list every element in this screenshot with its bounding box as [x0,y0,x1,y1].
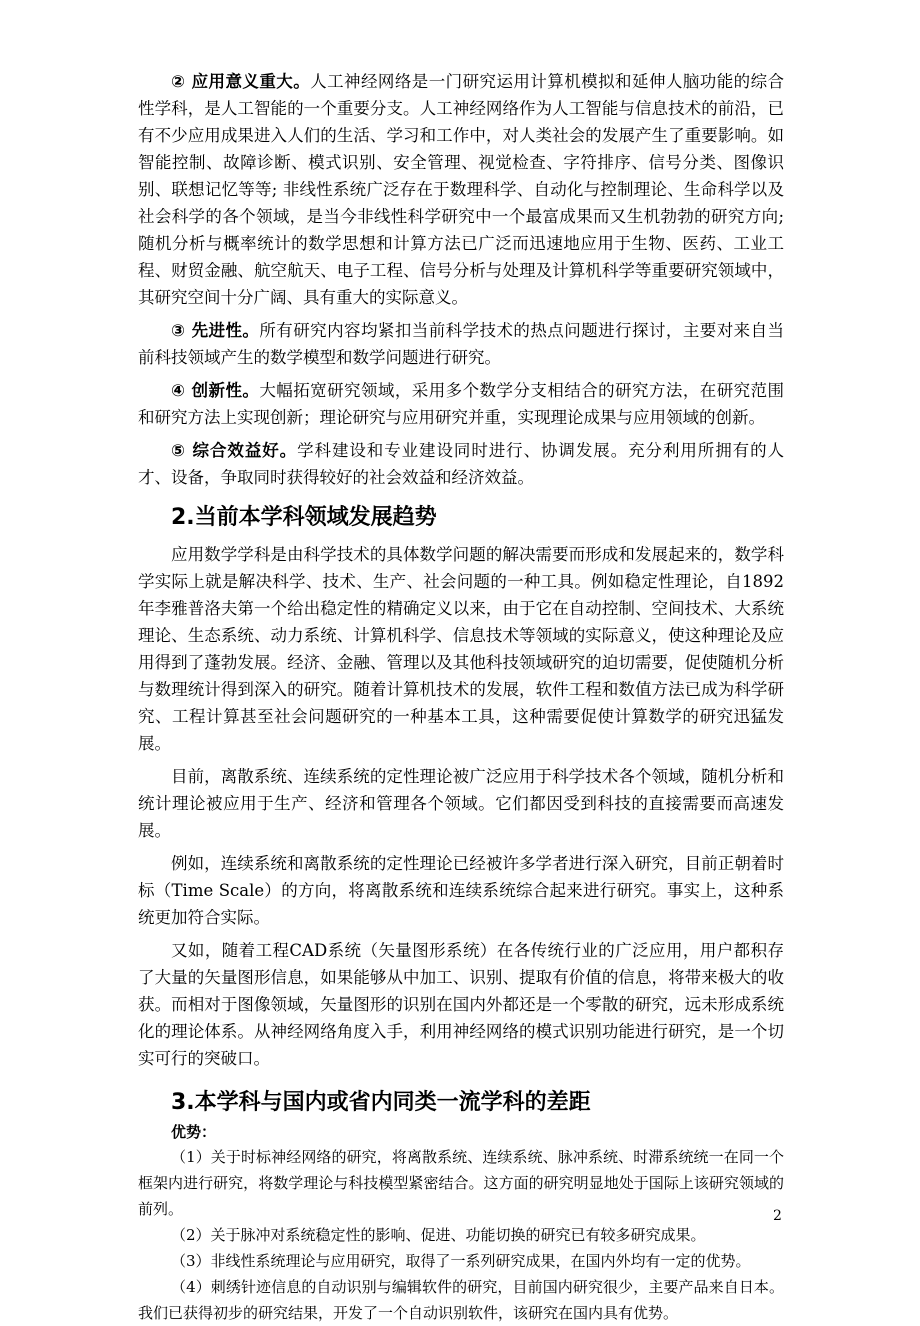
point-heading: ③ 先进性。 [171,321,260,340]
advantage-item: （4）刺绣针迹信息的自动识别与编辑软件的研究，目前国内研究很少，主要产品来自日本。我们已获得初步的研究结果，开发了一个自动识别软件，该研究在国内具有优势。 [138,1278,784,1322]
paragraph-innovation [138,377,784,431]
point-heading: ⑤ 综合效益好。 [171,441,298,460]
section-heading-trends: 2.当前本学科领域发展趋势 [171,505,437,530]
paragraph-application-significance [138,68,784,311]
advantage-item: （3）非线性系统理论与应用研究，取得了一系列研究成果，在国内外均有一定的优势。 [171,1252,751,1270]
paragraph: 又如，随着工程CAD系统（矢量图形系统）在各传统行业的广泛应用，用户都积存了大量的矢量图形信息，如果能够从中加工、识别、提取有价值的信息，将带来极大的收获。而相对于图像领域，矢量图形的识别在国内外都还是一个零散的研究，远未形成系统化的理论体系。从神经网络角度入手，利用神经网络的模式识别功能进行研究，是一个切实可行的突破口。 [138,941,784,1068]
paragraph: 目前，离散系统、连续系统的定性理论被广泛应用于科学技术各个领域，随机分析和统计理论被应用于生产、经济和管理各个领域。它们都因受到科技的直接需要而高速发展。 [138,767,784,840]
point-heading: ④ 创新性。 [171,381,260,400]
advantage-item: （2）关于脉冲对系统稳定性的影响、促进、功能切换的研究已有较多研究成果。 [171,1226,706,1244]
point-body: 人工神经网络是一门研究运用计算机模拟和延伸人脑功能的综合性学科，是人工智能的一个重要分支。人工神经网络作为人工智能与信息技术的前沿，已有不少应用成果进入人们的生活、学习和工作中，对人类社会的发展产生了重要影响。如智能控制、故障诊断、模式识别、安全管理、视觉检查、字符排序、信号分类、图像识别、联想记忆等等; 非线性系统广泛存在于数理科学、自动化与控制理论、生命科学以及社会科学的各个领域，是当今非线性科学研究中一个最富成果而又生机勃勃的研究方向; 随机分析与概率统计的数学思想和计算方法已广泛而迅速地应用于生物、医药、工业工程、财贸金融、航空航天、电子工程、信号分析与处理及计算机科学等重要研究领域中，其研究空间十分广阔、具有重大的实际意义。 [138,72,785,307]
paragraph-benefit [138,437,784,491]
paragraph-advanced [138,317,784,371]
point-body: 学科建设和专业建设同时进行、协调发展。充分利用所拥有的人才、设备，争取同时获得较好的社会效益和经济效益。 [138,441,784,487]
point-body: 所有研究内容均紧扣当前科学技术的热点问题进行探讨，主要对来自当前科技领域产生的数学模型和数学问题进行研究。 [138,321,785,367]
paragraph: 应用数学学科是由科学技术的具体数学问题的解决需要而形成和发展起来的，数学科学实际上就是解决科学、技术、生产、社会问题的一种工具。例如稳定性理论，自1892年李雅普洛夫第一个给出稳定性的精确定义以来，由于它在自动控制、空间技术、大系统理论、生态系统、动力系统、计算机科学、信息技术等领域的实际意义，使这种理论及应用得到了蓬勃发展。经济、金融、管理以及其他科技领域研究的迫切需要，促使随机分析与数理统计得到深入的研究。随着计算机技术的发展，软件工程和数值方法已成为科学研究、工程计算甚至社会问题研究的一种基本工具，这种需要促使计算数学的研究迅猛发展。 [138,545,784,753]
section-heading-gap: 3.本学科与国内或省内同类一流学科的差距 [171,1090,591,1115]
point-body: 大幅拓宽研究领域，采用多个数学分支相结合的研究方法，在研究范围和研究方法上实现创新；理论研究与应用研究并重，实现理论成果与应用领域的创新。 [138,381,785,427]
paragraph: 例如，连续系统和离散系统的定性理论已经被许多学者进行深入研究，目前正朝着时标（Time Scale）的方向，将离散系统和连续系统综合起来进行研究。事实上，这种系统更加符合实际。 [138,854,784,927]
advantage-item: （1）关于时标神经网络的研究，将离散系统、连续系统、脉冲系统、时滞系统统一在同一个框架内进行研究，将数学理论与科技模型紧密结合。这方面的研究明显地处于国际上该研究领域的前列。 [138,1148,784,1218]
advantages-label: 优势： [171,1123,217,1141]
page-number: 2 [773,1208,782,1224]
document-page [138,68,784,1326]
point-heading: ② 应用意义重大。 [171,72,311,91]
